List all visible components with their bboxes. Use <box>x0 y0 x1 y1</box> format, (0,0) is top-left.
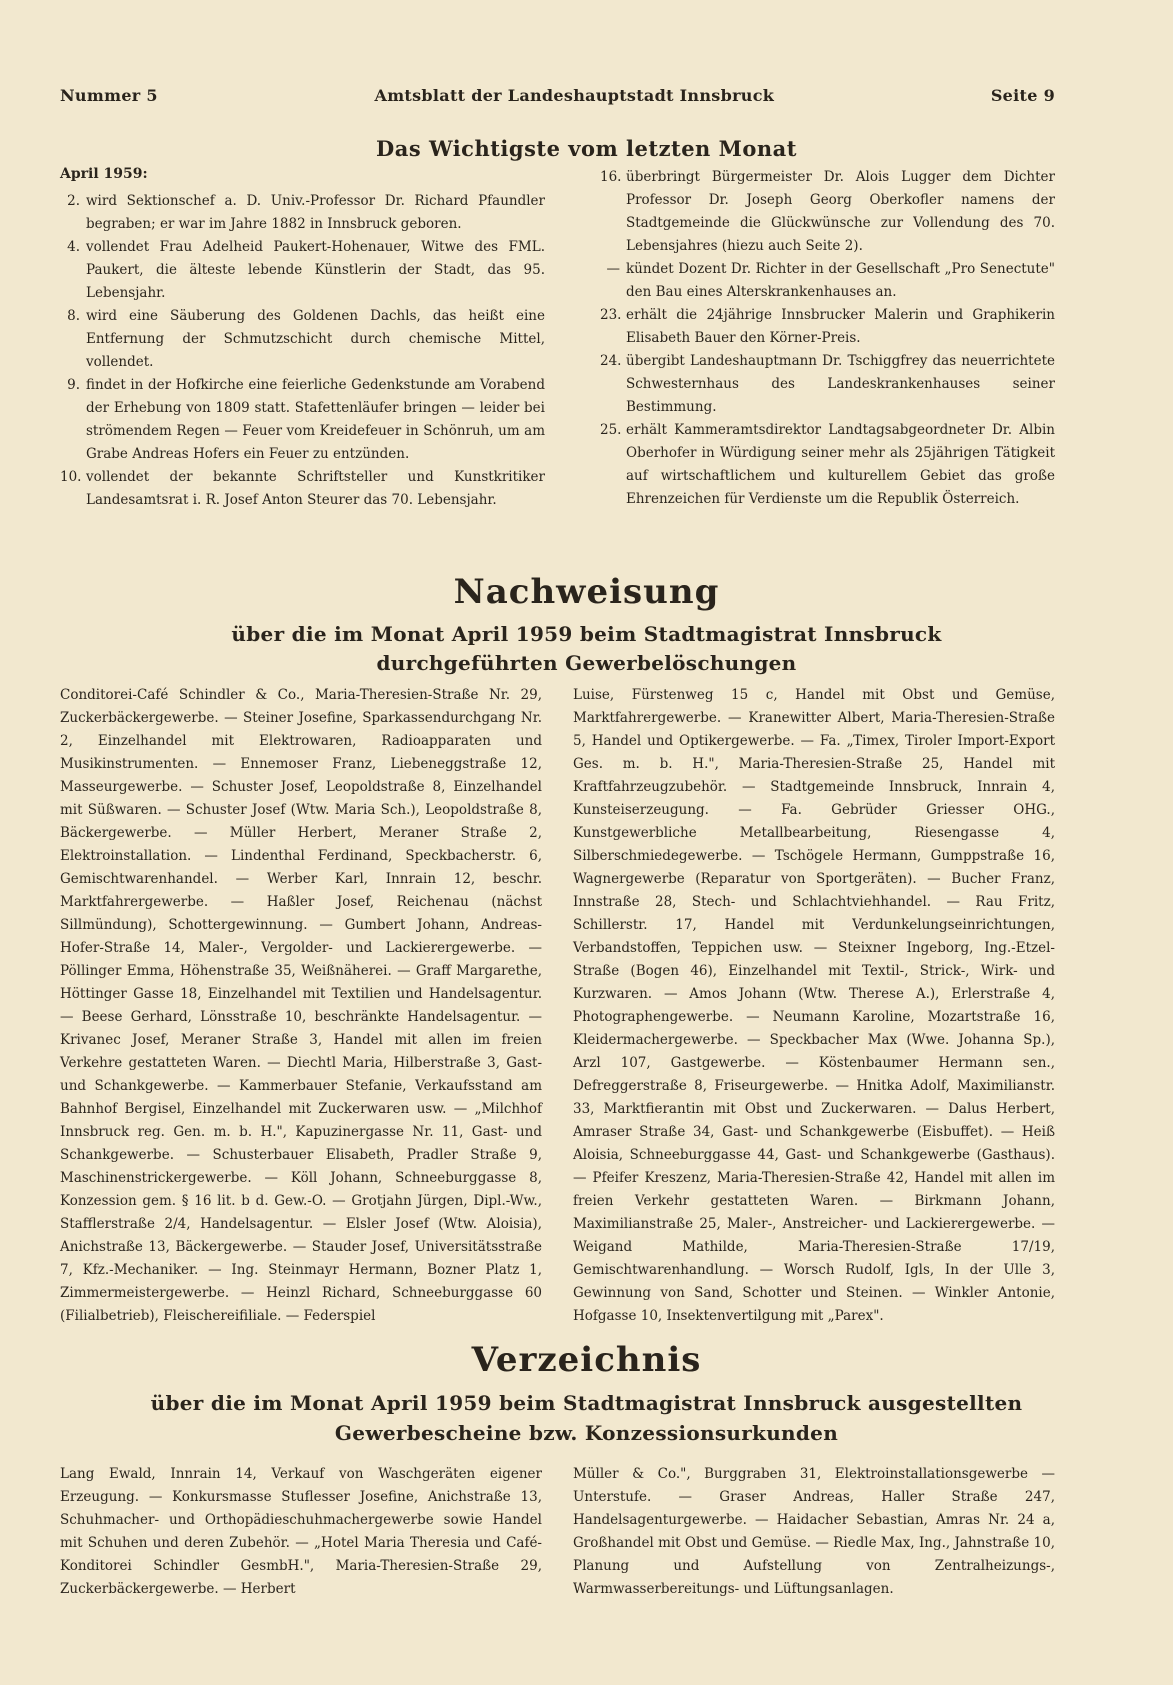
entry-text: erhält die 24jährige Innsbrucker Malerin und Graphikerin Elisabeth Bauer den Körner-Preis. <box>626 307 1055 346</box>
verzeichnis-subtitle-2: Gewerbescheine bzw. Konzessionsurkunden <box>334 1421 839 1445</box>
nachweisung-subtitle-1: über die im Monat April 1959 beim Stadtmagistrat Innsbruck <box>231 622 942 646</box>
entry-day: 8. <box>67 308 80 324</box>
entry-day: 9. <box>67 377 80 393</box>
entry-text: übergibt Landeshauptmann Dr. Tschiggfrey das neuerrichtete Schwesternhaus des Landeskrankenhauses seiner Bestimmung. <box>626 353 1055 415</box>
issue-number: Nummer 5 <box>60 86 158 105</box>
nachweisung-subtitle-2: durchgeführten Gewerbelöschungen <box>376 651 797 675</box>
entry-day: — <box>606 261 620 277</box>
verzeichnis-right-text: Müller & Co.", Burggraben 31, Elektroinstallationsgewerbe — Unterstufe. — Graser Andreas, Haller Straße 247, Handelsagenturgewerbe. — Haidacher Sebastian, Amras Nr. 24 a, Großhandel mit Obst und Gemüse. — Riedle Max, Ing., Jahnstraße 10, Planung und Aufstellung von Zentralheizungs-, Warmwasserbereitungs- und Lüftungsanlagen. <box>573 1466 1055 1597</box>
month-entry <box>60 236 545 305</box>
entry-day: 25. <box>600 422 622 438</box>
section-title-nachweisung: Nachweisung <box>453 572 720 612</box>
verzeichnis-right-column <box>573 1463 1055 1601</box>
month-entry <box>60 374 545 466</box>
page-header <box>60 86 1055 105</box>
nachweisung-left-column <box>60 684 542 1328</box>
section-title-month-review: Das Wichtigste vom letzten Monat <box>376 136 797 161</box>
entry-day: 16. <box>600 169 622 185</box>
entry-text: erhält Kammeramtsdirektor Landtagsabgeordneter Dr. Albin Oberhofer in Würdigung seiner mehr als 25jährigen Tätigkeit auf wirtschaftlichem und kulturellem Gebiet das große Ehrenzeichen für Verdienste um die Republik Österreich. <box>626 422 1055 507</box>
section-title-verzeichnis: Verzeichnis <box>471 1340 702 1380</box>
verzeichnis-subtitle-1: über die im Monat April 1959 beim Stadtmagistrat Innsbruck ausgestellten <box>150 1391 1023 1415</box>
entry-text: vollendet der bekannte Schriftsteller und Kunstkritiker Landesamtsrat i. R. Josef Anton Steurer das 70. Lebensjahr. <box>86 469 545 508</box>
page-number: Seite 9 <box>990 86 1055 105</box>
month-entry <box>60 190 545 236</box>
verzeichnis-left-text: Lang Ewald, Innrain 14, Verkauf von Waschgeräten eigener Erzeugung. — Konkursmasse Stuflesser Josefine, Anichstraße 13, Schuhmacher- und Orthopädieschuhmachergewerbe sowie Handel mit Schuhen und deren Zubehör. — „Hotel Maria Theresia und Café-Konditorei Schindler GesmbH.", Maria-Theresien-Straße 29, Zuckerbäckergewerbe. — Herbert <box>60 1466 542 1597</box>
entry-day: 23. <box>600 307 622 323</box>
publication-title: Amtsblatt der Landeshauptstadt Innsbruck <box>374 86 775 105</box>
month-entry <box>600 419 1055 511</box>
month-label: April 1959: <box>60 166 148 182</box>
entry-text: vollendet Frau Adelheid Paukert-Hohenauer, Witwe des FML. Paukert, die älteste lebende Künstlerin der Stadt, das 95. Lebensjahr. <box>86 239 545 301</box>
entry-text: kündet Dozent Dr. Richter in der Gesellschaft „Pro Senectute" den Bau eines Alterskrankenhauses an. <box>626 261 1055 300</box>
nachweisung-left-text: Conditorei-Café Schindler & Co., Maria-Theresien-Straße Nr. 29, Zuckerbäckergewerbe. — Steiner Josefine, Sparkassendurchgang Nr. 2, Einzelhandel mit Elektrowaren, Radioapparaten und Musikinstrumenten. — Ennemoser Franz, Liebeneggstraße 12, Masseurgewerbe. — Schuster Josef, Leopoldstraße 8, Einzelhandel mit Süßwaren. — Schuster Josef (Wtw. Maria Sch.), Leopoldstraße 8, Bäckergewerbe. — Müller Herbert, Meraner Straße 2, Elektroinstallation. — Lindenthal Ferdinand, Speckbacherstr. 6, Gemischtwarenhandel. — Werber Karl, Innrain 12, beschr. Marktfahrergewerbe. — Haßler Josef, Reichenau (nächst Sillmündung), Schottergewinnung. — Gumbert Johann, Andreas-Hofer-Straße 14, Maler-, Vergolder- und Lackierergewerbe. — Pöllinger Emma, Höhenstraße 35, Weißnäherei. — Graff Margarethe, Höttinger Gasse 18, Einzelhandel mit Textilien und Handelsagentur. — Beese Gerhard, Lönsstraße 10, beschränkte Handelsagentur. — Krivanec Josef, Meraner Straße 3, Handel mit allen im freien Verkehre gestatteten Waren. — Diechtl Maria, Hilberstraße 3, Gast- und Schankgewerbe. — Kammerbauer Stefanie, Verkaufsstand am Bahnhof Bergisel, Einzelhandel mit Zuckerwaren usw. — „Milchhof Innsbruck reg. Gen. m. b. H.", Kapuzinergasse Nr. 11, Gast- und Schankgewerbe. — Schusterbauer Elisabeth, Pradler Straße 9, Maschinenstrickergewerbe. — Köll Johann, Schneeburggasse 8, Konzession gem. § 16 lit. b d. Gew.-O. — Grotjahn Jürgen, Dipl.-Ww., Stafflerstraße 2/4, Handelsagentur. — Elsler Josef (Wtw. Aloisia), Anichstraße 13, Bäckergewerbe. — Stauder Josef, Universitätsstraße 7, Kfz.-Mechaniker. — Ing. Steinmayr Hermann, Bozner Platz 1, Zimmermeistergewerbe. — Heinzl Richard, Schneeburggasse 60 (Filialbetrieb), Fleischereifiliale. — Federspiel <box>60 687 542 1324</box>
entry-text: findet in der Hofkirche eine feierliche Gedenkstunde am Vorabend der Erhebung von 1809 statt. Stafettenläufer bringen — leider bei strömendem Regen — Feuer vom Kreidefeuer in Schönruh, um am Grabe Andreas Hofers ein Feuer zu entzünden. <box>86 377 545 462</box>
entry-text: wird eine Säuberung des Goldenen Dachls, das heißt eine Entfernung der Schmutzschicht durch chemische Mittel, vollendet. <box>86 308 545 370</box>
verzeichnis-left-column <box>60 1463 542 1601</box>
nachweisung-right-text: Luise, Fürstenweg 15 c, Handel mit Obst und Gemüse, Marktfahrergewerbe. — Kranewitter Albert, Maria-Theresien-Straße 5, Handel und Optikergewerbe. — Fa. „Timex, Tiroler Import-Export Ges. m. b. H.", Maria-Theresien-Straße 25, Handel mit Kraftfahrzeugzubehör. — Stadtgemeinde Innsbruck, Innrain 4, Kunsteiserzeugung. — Fa. Gebrüder Griesser OHG., Kunstgewerbliche Metallbearbeitung, Riesengasse 4, Silberschmiedegewerbe. — Tschögele Hermann, Gumppstraße 16, Wagnergewerbe (Reparatur von Sportgeräten). — Bucher Franz, Innstraße 28, Stech- und Schlachtviehhandel. — Rau Fritz, Schillerstr. 17, Handel mit Verdunkelungseinrichtungen, Verbandstoffen, Teppichen usw. — Steixner Ingeborg, Ing.-Etzel-Straße (Bogen 46), Einzelhandel mit Textil-, Strick-, Wirk- und Kurzwaren. — Amos Johann (Wtw. Therese A.), Erlerstraße 4, Photographengewerbe. — Neumann Karoline, Mozartstraße 16, Kleidermachergewerbe. — Speckbacher Max (Wwe. Johanna Sp.), Arzl 107, Gastgewerbe. — Köstenbaumer Hermann sen., Defreggerstraße 8, Friseurgewerbe. — Hnitka Adolf, Maximilianstr. 33, Marktfierantin mit Obst und Zuckerwaren. — Dalus Herbert, Amraser Straße 34, Gast- und Schankgewerbe (Eisbuffet). — Heiß Aloisia, Schneeburggasse 44, Gast- und Schankgewerbe (Gasthaus). — Pfeifer Kreszenz, Maria-Theresien-Straße 42, Handel mit allen im freien Verkehr gestatteten Waren. — Birkmann Johann, Maximilianstraße 25, Maler-, Anstreicher- und Lackierergewerbe. — Weigand Mathilde, Maria-Theresien-Straße 17/19, Gemischtwarenhandlung. — Worsch Rudolf, Igls, In der Ulle 3, Gewinnung von Sand, Schotter und Steinen. — Winkler Antonie, Hofgasse 10, Insektenvertilgung mit „Parex". <box>573 687 1055 1324</box>
month-entry <box>600 258 1055 304</box>
entry-text: überbringt Bürgermeister Dr. Alois Lugger dem Dichter Professor Dr. Joseph Georg Oberkofler namens der Stadtgemeinde die Glückwünsche zur Vollendung des 70. Lebensjahres (hiezu auch Seite 2). <box>626 169 1055 254</box>
entry-day: 4. <box>67 239 80 255</box>
month-review-right-column <box>600 166 1055 511</box>
entry-day: 2. <box>67 193 80 209</box>
entry-day: 10. <box>60 469 82 485</box>
nachweisung-right-column <box>573 684 1055 1328</box>
entry-text: wird Sektionschef a. D. Univ.-Professor Dr. Richard Pfaundler begraben; er war im Jahre 1882 in Innsbruck geboren. <box>86 193 545 232</box>
entry-day: 24. <box>600 353 622 369</box>
month-review-left-column <box>60 190 545 512</box>
month-entry <box>600 350 1055 419</box>
month-entry <box>60 305 545 374</box>
month-entry <box>600 304 1055 350</box>
month-entry <box>60 466 545 512</box>
month-entry <box>600 166 1055 258</box>
